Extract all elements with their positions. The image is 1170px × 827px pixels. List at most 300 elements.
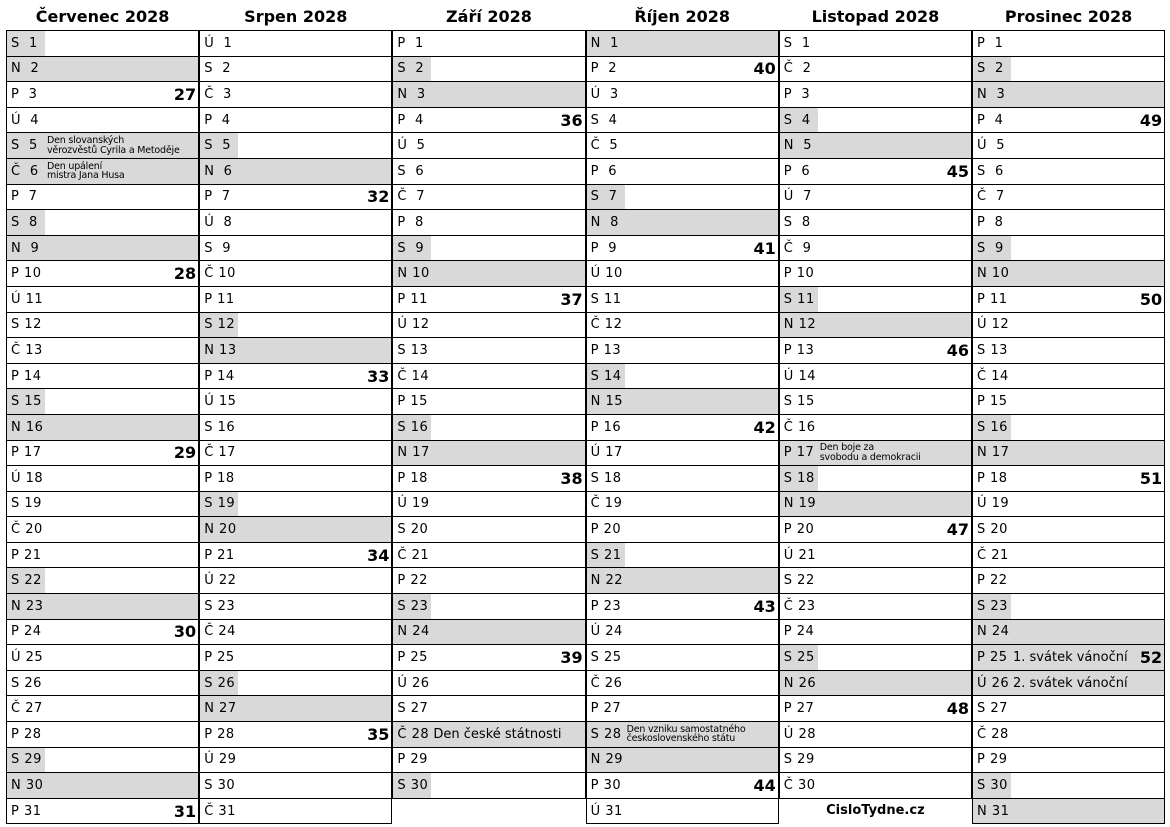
- day-row: [587, 261, 778, 287]
- day-label: S 16: [204, 419, 236, 435]
- day-row: [200, 645, 391, 671]
- day-row: [393, 466, 584, 492]
- month-title: Prosinec 2028: [1004, 7, 1133, 26]
- day-label: Č 21: [977, 547, 1009, 563]
- day-row: [7, 261, 198, 287]
- week-number: 36: [560, 110, 583, 130]
- day-row: [587, 492, 778, 518]
- month-column: [586, 4, 779, 824]
- day-row: [200, 210, 391, 236]
- day-label: S 2: [204, 61, 231, 77]
- day-label: P 25: [977, 650, 1008, 666]
- day-row: [587, 466, 778, 492]
- day-label: P 23: [590, 598, 622, 614]
- day-row: [7, 287, 198, 313]
- day-row: [587, 696, 778, 722]
- day-row: [973, 620, 1164, 646]
- day-row: [200, 313, 391, 339]
- day-row: [973, 645, 1164, 671]
- week-number: 34: [367, 545, 390, 565]
- day-label: Ú 28: [783, 726, 816, 742]
- day-label: P 3: [783, 86, 811, 102]
- day-row: [393, 108, 584, 134]
- day-label: P 24: [783, 624, 815, 640]
- day-label: S 9: [973, 236, 1011, 261]
- day-row: [587, 722, 778, 748]
- day-label: S 19: [200, 492, 238, 517]
- day-label: P 4: [397, 112, 424, 128]
- day-row: [393, 441, 584, 467]
- day-label: Ú 15: [204, 394, 237, 410]
- day-row: [780, 594, 971, 620]
- day-label: P 31: [11, 803, 42, 819]
- day-label: Č 14: [397, 368, 430, 384]
- day-label: N 23: [11, 598, 44, 614]
- day-row: [7, 671, 198, 697]
- day-row: [587, 338, 778, 364]
- day-row: [780, 133, 971, 159]
- day-label: Ú 19: [977, 496, 1010, 512]
- day-label: P 21: [11, 547, 42, 563]
- day-row: [7, 645, 198, 671]
- day-label: N 5: [783, 138, 813, 154]
- day-row: [7, 722, 198, 748]
- day-label: P 9: [590, 240, 617, 256]
- holiday-name: Den upálení mistra Jana Husa: [47, 160, 125, 182]
- day-row: [393, 415, 584, 441]
- day-label: P 13: [590, 342, 622, 358]
- day-label: P 8: [397, 214, 424, 230]
- month-column: [972, 4, 1165, 824]
- day-label: S 26: [11, 675, 42, 691]
- day-label: N 17: [977, 445, 1010, 461]
- day-label: N 31: [977, 803, 1010, 819]
- day-label: N 30: [11, 778, 44, 794]
- day-label: P 18: [977, 470, 1008, 486]
- holiday-name: Den české státnosti: [433, 726, 562, 742]
- day-row: [200, 159, 391, 185]
- day-row: [973, 415, 1164, 441]
- day-row: [587, 773, 778, 799]
- day-row: [200, 620, 391, 646]
- day-label: N 20: [204, 522, 237, 538]
- day-label: Č 20: [11, 522, 43, 538]
- week-number: 49: [1139, 110, 1163, 130]
- day-row: [393, 185, 584, 211]
- day-label: Ú 1: [204, 35, 233, 51]
- day-row: [200, 671, 391, 697]
- day-row: [393, 82, 584, 108]
- day-row: [587, 133, 778, 159]
- holiday-name: 1. svátek vánoční: [1013, 650, 1128, 666]
- day-row: [200, 261, 391, 287]
- day-label: P 22: [977, 573, 1008, 589]
- day-row: [587, 441, 778, 467]
- day-label: P 28: [11, 726, 42, 742]
- day-row: [780, 185, 971, 211]
- day-label: Č 28: [977, 726, 1009, 742]
- day-row: [7, 594, 198, 620]
- day-row: [973, 31, 1164, 57]
- day-label: P 4: [977, 112, 1004, 128]
- day-label: P 6: [590, 163, 617, 179]
- month-title: Říjen 2028: [634, 7, 730, 26]
- day-label: P 30: [590, 778, 622, 794]
- day-label: S 6: [397, 163, 425, 179]
- week-number: 44: [753, 776, 776, 796]
- day-label: S 6: [977, 163, 1004, 179]
- day-row: [973, 799, 1164, 825]
- day-label: S 5: [200, 133, 238, 158]
- day-label: S 25: [780, 645, 818, 670]
- day-row: [587, 57, 778, 83]
- day-row: [7, 236, 198, 262]
- day-label: Č 31: [204, 803, 236, 819]
- day-label: P 1: [977, 35, 1004, 51]
- day-row: [393, 645, 584, 671]
- site-name[interactable]: CisloTydne.cz: [826, 803, 925, 818]
- day-row: [393, 31, 584, 57]
- day-row: [973, 492, 1164, 518]
- day-label: Č 7: [977, 189, 1005, 205]
- day-row: [973, 466, 1164, 492]
- day-label: Ú 31: [590, 803, 623, 819]
- day-row: [393, 696, 584, 722]
- day-row: [973, 364, 1164, 390]
- day-label: Ú 5: [977, 138, 1006, 154]
- day-row: [7, 441, 198, 467]
- day-row: [7, 696, 198, 722]
- day-row: [973, 236, 1164, 262]
- day-label: N 24: [397, 624, 430, 640]
- day-label: Č 24: [204, 624, 236, 640]
- day-label: Č 3: [204, 86, 232, 102]
- month-title: Září 2028: [446, 7, 532, 26]
- week-number: 32: [367, 187, 390, 207]
- day-row: [780, 645, 971, 671]
- day-row: [587, 799, 778, 825]
- day-label: Č 17: [204, 445, 236, 461]
- day-row: [200, 133, 391, 159]
- day-row: [587, 185, 778, 211]
- day-row: [780, 57, 971, 83]
- day-label: P 27: [590, 701, 622, 717]
- day-label: S 27: [397, 701, 429, 717]
- week-number: 35: [367, 724, 390, 744]
- day-label: Ú 8: [204, 214, 233, 230]
- day-label: P 3: [11, 86, 38, 102]
- day-row: [7, 568, 198, 594]
- day-label: P 25: [204, 650, 235, 666]
- day-label: Č 10: [204, 266, 236, 282]
- day-list: [392, 30, 585, 799]
- day-label: Ú 7: [783, 189, 812, 205]
- day-label: Ú 26: [977, 675, 1010, 691]
- day-label: P 10: [11, 266, 42, 282]
- day-label: S 28: [590, 726, 622, 742]
- day-label: P 21: [204, 547, 235, 563]
- day-label: Ú 11: [11, 291, 44, 307]
- week-number: 27: [173, 84, 197, 104]
- day-label: Č 28: [397, 726, 430, 742]
- day-row: [973, 287, 1164, 313]
- day-row: [973, 185, 1164, 211]
- day-row: [973, 722, 1164, 748]
- day-row: [200, 517, 391, 543]
- day-row: [780, 773, 971, 799]
- day-row: [780, 261, 971, 287]
- day-row: [393, 338, 584, 364]
- month-column: [6, 4, 199, 824]
- day-label: S 25: [590, 650, 622, 666]
- day-label: Č 13: [11, 342, 43, 358]
- week-number: 48: [946, 699, 969, 719]
- day-row: [973, 261, 1164, 287]
- day-row: [7, 31, 198, 57]
- day-label: P 4: [204, 112, 231, 128]
- day-row: [200, 696, 391, 722]
- day-row: [973, 748, 1164, 774]
- day-row: [393, 389, 584, 415]
- day-label: Ú 4: [11, 112, 40, 128]
- day-label: S 9: [393, 236, 431, 261]
- week-number: 33: [367, 366, 390, 386]
- day-row: [7, 108, 198, 134]
- day-label: S 4: [780, 108, 818, 133]
- day-row: [393, 517, 584, 543]
- day-row: [973, 313, 1164, 339]
- day-row: [973, 389, 1164, 415]
- day-label: P 7: [11, 189, 38, 205]
- day-label: Č 12: [590, 317, 623, 333]
- day-row: [587, 671, 778, 697]
- day-row: [780, 313, 971, 339]
- day-label: P 29: [397, 752, 428, 768]
- day-row: [587, 82, 778, 108]
- week-number: 45: [946, 161, 969, 181]
- day-label: P 18: [397, 470, 428, 486]
- week-number: 43: [753, 596, 776, 616]
- day-label: Č 19: [590, 496, 623, 512]
- day-row: [200, 594, 391, 620]
- day-label: Ú 17: [590, 445, 623, 461]
- day-label: P 27: [783, 701, 815, 717]
- day-label: N 27: [204, 701, 237, 717]
- day-row: [587, 108, 778, 134]
- day-row: [973, 671, 1164, 697]
- day-label: S 26: [200, 671, 238, 696]
- day-row: [7, 748, 198, 774]
- month-column: [199, 4, 392, 824]
- day-row: [973, 696, 1164, 722]
- day-row: [7, 210, 198, 236]
- day-label: N 15: [590, 394, 623, 410]
- day-label: N 16: [11, 419, 44, 435]
- day-label: S 16: [973, 415, 1011, 440]
- day-row: [393, 57, 584, 83]
- day-label: S 12: [200, 313, 238, 338]
- day-label: N 9: [11, 240, 40, 256]
- month-title: Listopad 2028: [811, 7, 940, 26]
- day-row: [393, 133, 584, 159]
- day-label: Č 9: [783, 240, 812, 256]
- day-label: S 19: [11, 496, 42, 512]
- day-label: N 22: [590, 573, 623, 589]
- week-number: 40: [753, 59, 776, 79]
- day-row: [973, 57, 1164, 83]
- day-label: S 21: [587, 543, 625, 568]
- day-row: [973, 82, 1164, 108]
- day-row: [7, 799, 198, 825]
- day-label: P 13: [783, 342, 815, 358]
- day-row: [393, 671, 584, 697]
- day-row: [587, 364, 778, 390]
- day-label: P 20: [590, 522, 622, 538]
- day-label: S 18: [590, 470, 622, 486]
- day-label: N 17: [397, 445, 430, 461]
- day-label: Č 16: [783, 419, 816, 435]
- day-label: P 24: [11, 624, 42, 640]
- day-row: [393, 620, 584, 646]
- day-label: Ú 14: [783, 368, 816, 384]
- day-label: Č 23: [783, 598, 816, 614]
- day-label: P 6: [783, 163, 811, 179]
- day-row: [200, 389, 391, 415]
- day-row: [780, 543, 971, 569]
- day-row: [780, 696, 971, 722]
- week-number: 30: [173, 622, 197, 642]
- day-label: S 1: [7, 31, 45, 56]
- day-row: [393, 287, 584, 313]
- day-label: Č 27: [11, 701, 43, 717]
- week-number: 37: [560, 289, 583, 309]
- day-label: N 26: [783, 675, 817, 691]
- day-label: S 15: [7, 389, 45, 414]
- day-row: [973, 543, 1164, 569]
- week-number: 46: [946, 340, 969, 360]
- holiday-name: 2. svátek vánoční: [1013, 675, 1128, 691]
- day-label: S 5: [11, 138, 38, 154]
- day-row: [200, 492, 391, 518]
- holiday-name: Den slovanských věrozvěstů Cyrila a Metoděje: [47, 135, 180, 156]
- day-label: Ú 10: [590, 266, 623, 282]
- day-label: P 22: [397, 573, 428, 589]
- day-row: [973, 108, 1164, 134]
- day-label: S 22: [7, 568, 45, 593]
- day-label: Ú 29: [204, 752, 237, 768]
- day-label: P 11: [204, 291, 235, 307]
- day-row: [200, 236, 391, 262]
- day-label: Ú 22: [204, 573, 237, 589]
- day-row: [587, 517, 778, 543]
- day-row: [587, 236, 778, 262]
- day-list: [6, 30, 199, 824]
- day-label: P 1: [397, 35, 424, 51]
- day-row: [973, 338, 1164, 364]
- day-label: S 15: [783, 394, 815, 410]
- day-label: S 11: [780, 287, 818, 312]
- day-label: S 8: [7, 210, 45, 235]
- day-label: N 3: [397, 86, 426, 102]
- day-row: [200, 543, 391, 569]
- day-row: [780, 287, 971, 313]
- day-label: S 12: [11, 317, 42, 333]
- day-label: S 11: [590, 291, 622, 307]
- day-row: [393, 594, 584, 620]
- day-label: S 30: [393, 773, 431, 798]
- day-label: P 8: [977, 214, 1004, 230]
- day-label: S 16: [393, 415, 431, 440]
- day-row: [780, 441, 971, 467]
- day-row: [200, 338, 391, 364]
- day-row: [587, 389, 778, 415]
- day-label: N 8: [590, 214, 619, 230]
- holiday-name: Den boje za svobodu a demokracii: [819, 442, 921, 463]
- day-row: [393, 210, 584, 236]
- month-column: [392, 4, 585, 799]
- day-row: [200, 31, 391, 57]
- day-row: [200, 57, 391, 83]
- day-label: P 25: [397, 650, 428, 666]
- day-row: [973, 517, 1164, 543]
- day-label: Č 5: [590, 138, 619, 154]
- day-label: Ú 18: [11, 470, 44, 486]
- day-row: [200, 568, 391, 594]
- day-row: [200, 799, 391, 825]
- day-row: [7, 466, 198, 492]
- day-row: [780, 236, 971, 262]
- day-label: N 10: [977, 266, 1010, 282]
- day-row: [200, 773, 391, 799]
- day-label: Č 30: [783, 778, 816, 794]
- day-label: S 18: [780, 466, 818, 491]
- day-row: [7, 517, 198, 543]
- day-row: [973, 210, 1164, 236]
- day-row: [780, 671, 971, 697]
- day-label: N 2: [11, 61, 40, 77]
- day-label: N 29: [590, 752, 623, 768]
- day-label: N 1: [590, 35, 619, 51]
- day-label: P 2: [590, 61, 617, 77]
- day-row: [7, 313, 198, 339]
- day-list: [779, 30, 972, 799]
- day-label: P 20: [783, 522, 815, 538]
- day-label: S 14: [587, 364, 625, 389]
- week-number: 52: [1139, 648, 1163, 668]
- day-row: [393, 568, 584, 594]
- day-row: [200, 415, 391, 441]
- day-row: [780, 517, 971, 543]
- day-label: S 13: [977, 342, 1008, 358]
- week-number: 31: [173, 801, 197, 821]
- day-row: [7, 133, 198, 159]
- day-row: [780, 466, 971, 492]
- day-label: Ú 24: [590, 624, 623, 640]
- day-row: [200, 466, 391, 492]
- year-calendar: [6, 4, 1165, 824]
- week-number: 28: [173, 264, 197, 284]
- day-label: P 14: [11, 368, 42, 384]
- week-number: 51: [1139, 468, 1163, 488]
- day-label: Č 2: [783, 61, 812, 77]
- day-row: [587, 415, 778, 441]
- day-row: [393, 364, 584, 390]
- day-label: Č 6: [11, 163, 39, 179]
- day-row: [393, 543, 584, 569]
- day-label: Ú 26: [397, 675, 430, 691]
- day-row: [780, 722, 971, 748]
- day-row: [780, 82, 971, 108]
